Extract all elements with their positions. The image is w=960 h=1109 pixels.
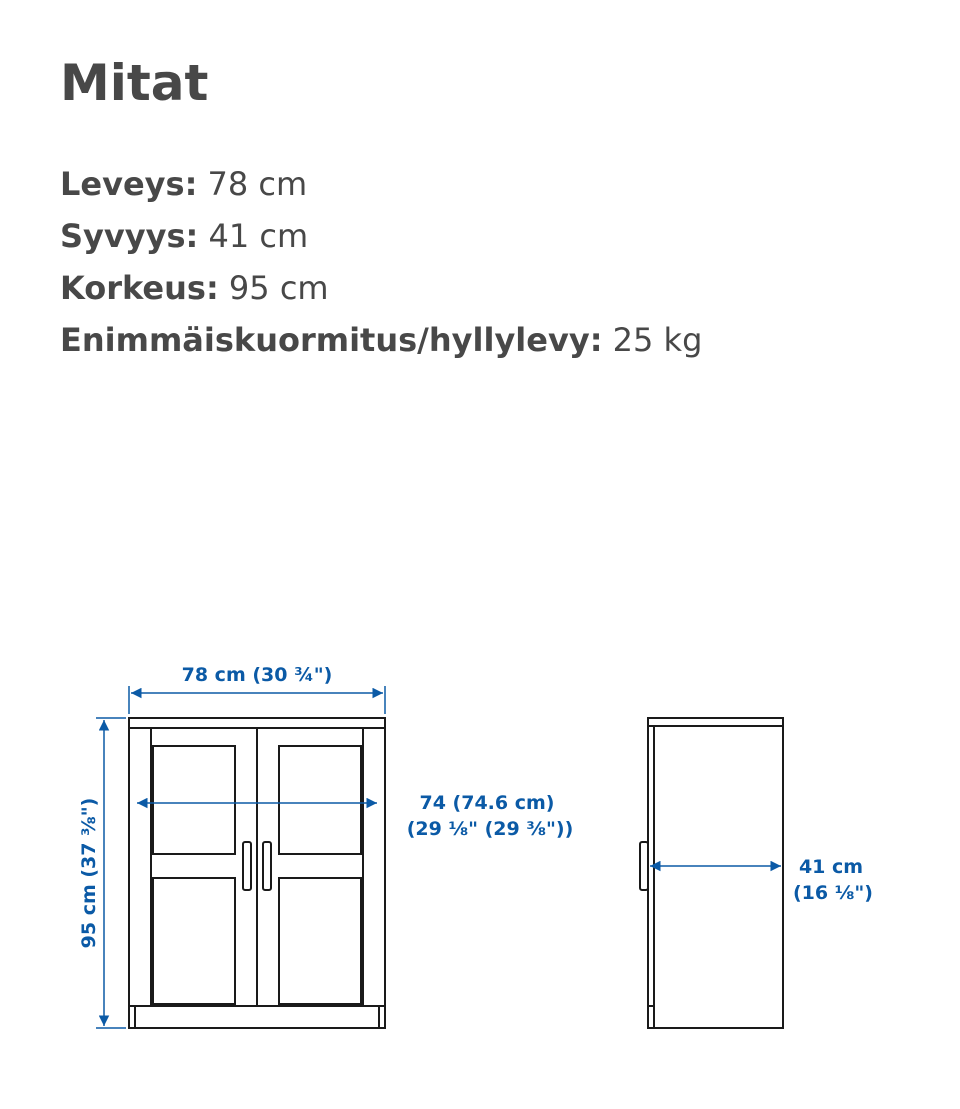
height-dimension-label: 95 cm (37 ⅜") — [78, 797, 100, 949]
spec-depth — [60, 210, 702, 262]
dimension-drawing — [0, 640, 960, 1060]
spec-height-label: Korkeus: — [60, 269, 219, 307]
spec-depth-label: Syvyys: — [60, 217, 199, 255]
cabinet-front-view — [129, 718, 385, 1028]
cabinet-side-view — [640, 718, 783, 1028]
spec-max-load-value: 25 kg — [612, 321, 703, 359]
spec-width-value: 78 cm — [207, 165, 308, 203]
spec-height-value: 95 cm — [228, 269, 329, 307]
page-title: Mitat — [60, 54, 209, 112]
depth-label-line1: 41 cm — [798, 856, 864, 878]
inner-width-label-line1: 74 (74.6 cm) — [419, 792, 555, 814]
spec-depth-value: 41 cm — [208, 217, 309, 255]
spec-width-label: Leveys: — [60, 165, 198, 203]
spec-height — [60, 262, 702, 314]
spec-width — [60, 158, 702, 210]
dimensions-list — [60, 158, 702, 366]
spec-max-load-label: Enimmäiskuormitus/hyllylevy: — [60, 321, 603, 359]
width-dimension-label: 78 cm (30 ¾") — [181, 664, 333, 686]
depth-label-line2: (16 ⅛") — [793, 882, 873, 904]
inner-width-label-line2: (29 ⅛" (29 ⅜")) — [406, 818, 574, 840]
spec-max-load — [60, 314, 702, 366]
